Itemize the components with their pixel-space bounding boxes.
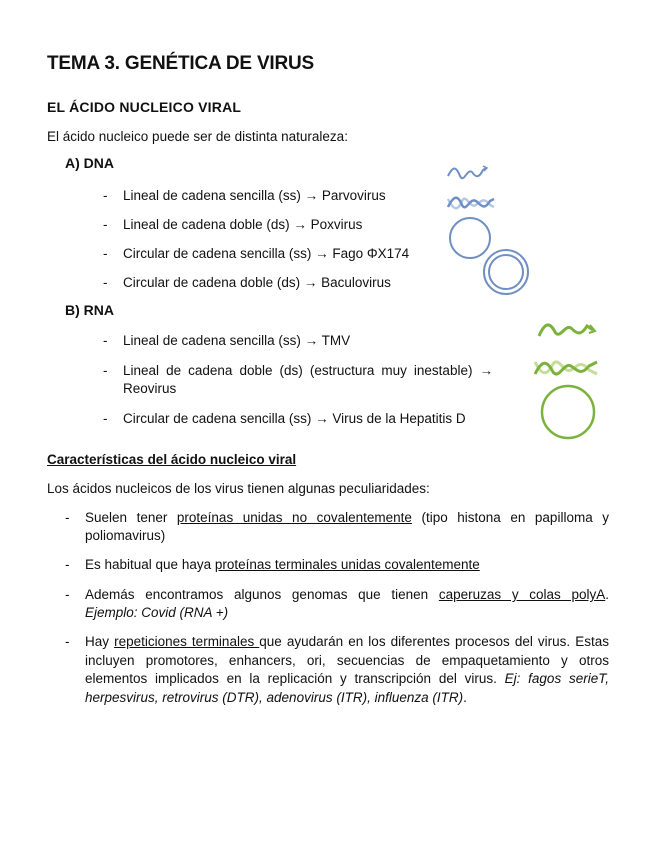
bullet-dash: - <box>65 510 70 525</box>
dna-ss-linear-icon <box>446 164 490 180</box>
rna-ss-circle-icon <box>538 385 598 441</box>
rna-item: Lineal de cadena sencilla (ss) → TMV <box>123 333 351 348</box>
characteristic-item: Hay repeticiones terminales que ayudarán en los diferentes procesos del virus. Estas incluyen promotores, enhancers, ori, secuencias de empaquetamiento y otros elementos implicados en la replicación y transcripción del virus. Ej: fagos serieT, herpesvirus, retrovirus (DTR), adenovirus (ITR), influenza (ITR). <box>85 634 609 705</box>
intro-text: El ácido nucleico puede ser de distinta naturaleza: <box>47 129 348 144</box>
characteristic-item: Suelen tener proteínas unidas no covalentemente (tipo histona en papilloma y poliomavirus) <box>85 510 609 543</box>
dna-item: Lineal de cadena sencilla (ss) → Parvovirus <box>123 188 386 203</box>
rna-item: Circular de cadena sencilla (ss) → Virus de la Hepatitis D <box>123 411 466 426</box>
bullet-dash: - <box>103 188 108 203</box>
characteristics-heading: Características del ácido nucleico viral <box>47 452 297 467</box>
dna-item: Circular de cadena doble (ds) → Baculovirus <box>123 275 391 290</box>
rna-item-cont: Reovirus <box>123 381 177 396</box>
bullet-dash: - <box>103 217 108 232</box>
characteristic-item: Además encontramos algunos genomas que tienen caperuzas y colas polyA. <box>85 587 610 602</box>
dna-ds-linear-icon <box>446 195 498 213</box>
rna-ss-linear-icon <box>537 320 601 340</box>
rna-ds-linear-icon <box>533 358 603 380</box>
bullet-dash: - <box>65 634 70 649</box>
bullet-dash: - <box>103 246 108 261</box>
bullet-dash: - <box>103 411 108 426</box>
bullet-dash: - <box>65 557 70 572</box>
section-heading: EL ÁCIDO NUCLEICO VIRAL <box>47 99 242 115</box>
dna-ds-circle-icon <box>480 247 532 299</box>
bullet-dash: - <box>103 333 108 348</box>
characteristic-item: Es habitual que haya proteínas terminales unidas covalentemente <box>85 557 480 572</box>
bullet-dash: - <box>65 587 70 602</box>
bullet-dash: - <box>103 363 108 378</box>
dna-item: Lineal de cadena doble (ds) → Poxvirus <box>123 217 363 232</box>
page-title: TEMA 3. GENÉTICA DE VIRUS <box>47 53 315 74</box>
dna-label: A) DNA <box>65 155 114 171</box>
bullet-dash: - <box>103 275 108 290</box>
rna-item: Lineal de cadena doble (ds) (estructura muy inestable) → <box>123 363 493 378</box>
rna-label: B) RNA <box>65 302 114 318</box>
characteristic-example: Ejemplo: Covid (RNA +) <box>85 605 229 620</box>
characteristics-intro: Los ácidos nucleicos de los virus tienen algunas peculiaridades: <box>47 481 430 496</box>
dna-item: Circular de cadena sencilla (ss) → Fago ΦX174 <box>123 246 410 261</box>
